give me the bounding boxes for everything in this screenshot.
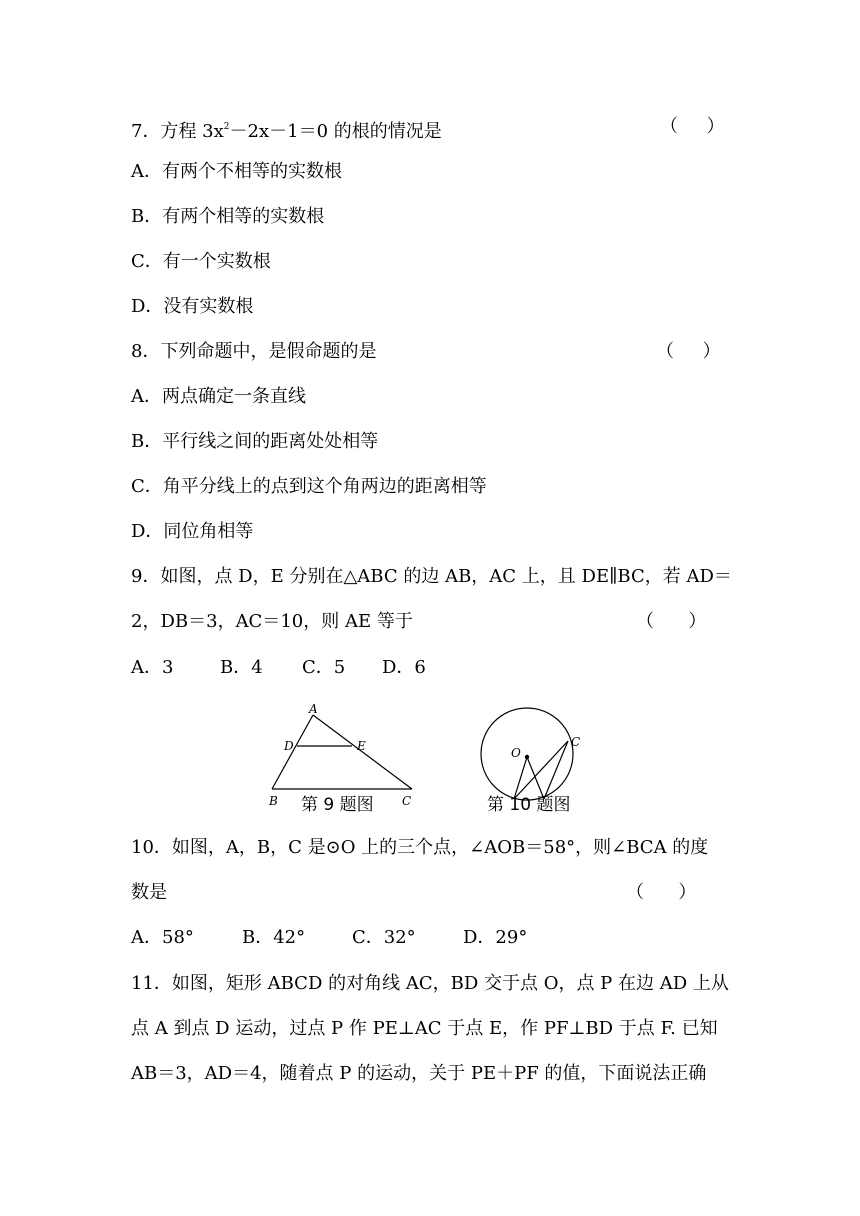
q7-stem-suffix: －2x－1＝0 的根的情况是 bbox=[229, 121, 442, 142]
figure-10-caption: 第 10 题图 bbox=[487, 795, 571, 815]
q7-answer-paren: （ ） bbox=[660, 116, 725, 137]
q9-answer-paren: （ ） bbox=[636, 611, 707, 632]
label-a: A bbox=[309, 702, 318, 716]
label-c: C bbox=[571, 735, 581, 749]
label-d: D bbox=[284, 739, 294, 753]
q10-option-a: A．58° bbox=[131, 927, 194, 948]
q9-option-a: A．3 bbox=[131, 657, 174, 678]
q8-stem: 8．下列命题中，是假命题的是 bbox=[131, 341, 377, 362]
q7-exponent: 2 bbox=[223, 122, 230, 132]
q8-option-b: B．平行线之间的距离处处相等 bbox=[131, 431, 379, 452]
q11-stem-line1: 11．如图，矩形 ABCD 的对角线 AC，BD 交于点 O，点 P 在边 AD 上从 bbox=[131, 973, 729, 994]
figure-9-caption: 第 9 题图 bbox=[301, 795, 374, 815]
q10-stem-line2: 数是 bbox=[131, 882, 167, 903]
q9-stem-line1: 9．如图，点 D，E 分别在△ABC 的边 AB，AC 上，且 DE∥BC，若 AD＝ bbox=[131, 566, 732, 587]
q10-answer-paren: （ ） bbox=[626, 882, 697, 903]
q10-option-c: C．32° bbox=[352, 927, 416, 948]
radius-oa bbox=[527, 757, 544, 799]
q11-stem-line3: AB＝3，AD＝4，随着点 P 的运动，关于 PE＋PF 的值，下面说法正确 bbox=[131, 1063, 707, 1084]
label-c: C bbox=[402, 794, 412, 808]
label-o: O bbox=[511, 746, 521, 760]
q7-option-b: B．有两个相等的实数根 bbox=[131, 206, 325, 227]
q8-option-c: C．角平分线上的点到这个角两边的距离相等 bbox=[131, 476, 487, 497]
q9-option-b: B．4 bbox=[220, 657, 263, 678]
q8-answer-paren: （ ） bbox=[656, 341, 721, 362]
q8-option-d: D．同位角相等 bbox=[131, 521, 254, 542]
label-b: B bbox=[269, 794, 278, 808]
circle-o bbox=[481, 708, 573, 800]
q8-option-a: A．两点确定一条直线 bbox=[131, 386, 306, 407]
q7-option-d: D．没有实数根 bbox=[131, 296, 254, 317]
q7-stem-prefix: 7．方程 3x bbox=[131, 121, 224, 142]
q10-option-b: B．42° bbox=[242, 927, 306, 948]
q7-option-a: A．有两个不相等的实数根 bbox=[131, 161, 342, 182]
q9-option-d: D．6 bbox=[382, 657, 426, 678]
q11-stem-line2: 点 A 到点 D 运动，过点 P 作 PE⊥AC 于点 E，作 PF⊥BD 于点 F. 已知 bbox=[131, 1018, 718, 1039]
q10-stem-line1: 10．如图，A，B，C 是⊙O 上的三个点，∠AOB＝58°，则∠BCA 的度 bbox=[131, 837, 709, 858]
q7-stem bbox=[131, 115, 442, 144]
q10-option-d: D．29° bbox=[463, 927, 528, 948]
label-e: E bbox=[357, 739, 366, 753]
q7-option-c: C．有一个实数根 bbox=[131, 251, 271, 272]
center-point-o bbox=[525, 755, 529, 759]
q9-stem-line2: 2，DB＝3，AC＝10，则 AE 等于 bbox=[131, 611, 413, 632]
q9-option-c: C．5 bbox=[302, 657, 346, 678]
